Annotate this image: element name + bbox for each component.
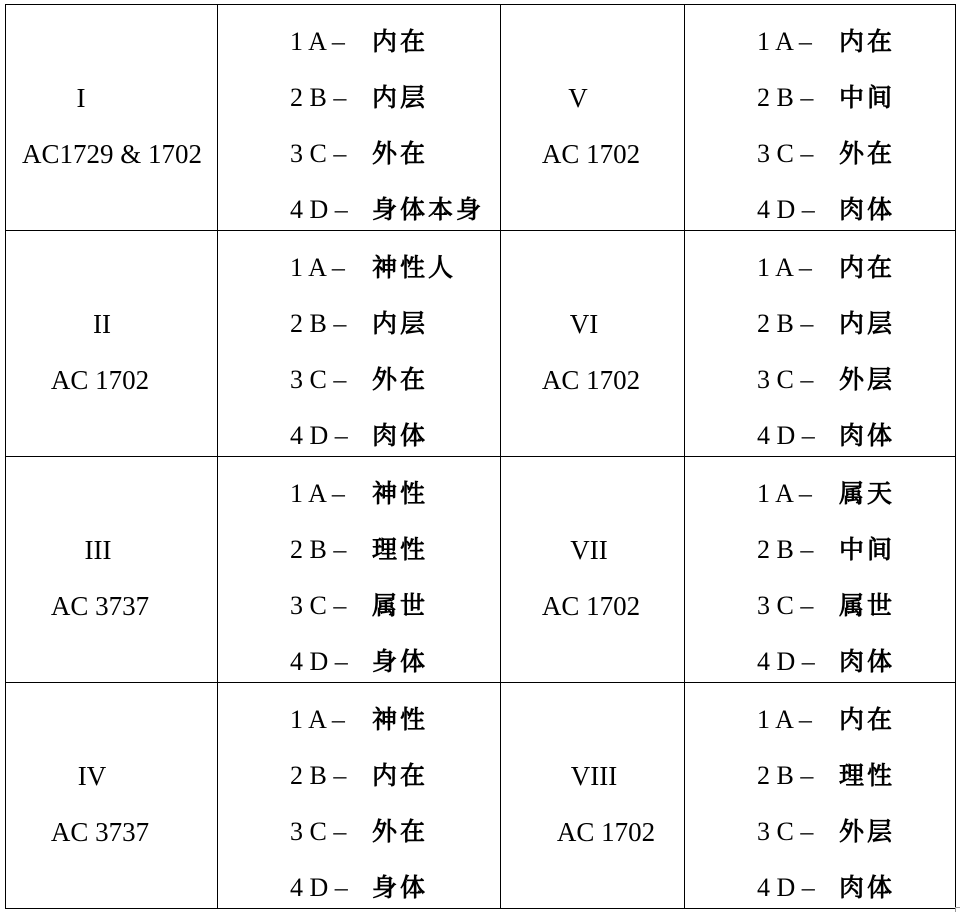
section-reference: AC 3737 bbox=[50, 591, 150, 621]
level-key: 3 C – bbox=[757, 591, 814, 620]
level-list-cell bbox=[685, 683, 956, 909]
level-key: 2 B – bbox=[290, 83, 347, 112]
list-item bbox=[757, 126, 895, 182]
list-item bbox=[290, 578, 428, 634]
list-item bbox=[757, 748, 895, 804]
level-key: 3 C – bbox=[290, 365, 347, 394]
level-term: 理性 bbox=[839, 761, 896, 790]
level-key: 2 B – bbox=[757, 535, 814, 564]
list-item bbox=[290, 296, 456, 352]
section-reference: AC 1702 bbox=[541, 591, 641, 621]
level-key: 3 C – bbox=[757, 139, 814, 168]
level-key: 1 A – bbox=[757, 479, 812, 508]
table-row bbox=[6, 5, 956, 231]
level-key: 1 A – bbox=[290, 27, 345, 56]
section-numeral: V bbox=[568, 83, 588, 113]
level-term: 内在 bbox=[372, 27, 429, 56]
level-term: 肉体 bbox=[839, 421, 896, 450]
level-term: 身体 bbox=[372, 647, 429, 676]
page-corner-mark bbox=[955, 907, 960, 912]
section-label-cell bbox=[501, 231, 685, 457]
section-label bbox=[6, 5, 217, 230]
table-row bbox=[6, 457, 956, 683]
level-list bbox=[290, 692, 428, 916]
list-item bbox=[757, 296, 895, 352]
level-list bbox=[757, 692, 895, 916]
list-item bbox=[290, 748, 428, 804]
level-list bbox=[290, 240, 456, 464]
level-key: 4 D – bbox=[290, 873, 348, 902]
level-term: 身体本身 bbox=[372, 195, 485, 224]
level-term: 内层 bbox=[839, 309, 896, 338]
table-body bbox=[6, 5, 956, 909]
section-numeral: I bbox=[76, 83, 86, 113]
list-item bbox=[757, 522, 895, 578]
level-key: 2 B – bbox=[290, 309, 347, 338]
section-label bbox=[501, 457, 684, 682]
list-item bbox=[757, 804, 895, 860]
section-reference: AC 1702 bbox=[541, 365, 641, 395]
level-term: 属世 bbox=[839, 591, 896, 620]
section-label bbox=[501, 231, 684, 456]
list-item bbox=[757, 240, 895, 296]
level-term: 理性 bbox=[372, 535, 429, 564]
section-reference: AC 1702 bbox=[556, 817, 656, 847]
level-list-cell bbox=[685, 457, 956, 683]
level-term: 外在 bbox=[372, 817, 429, 846]
level-key: 1 A – bbox=[757, 27, 812, 56]
level-list bbox=[290, 466, 428, 690]
level-key: 3 C – bbox=[757, 817, 814, 846]
level-key: 3 C – bbox=[757, 365, 814, 394]
level-list-cell bbox=[218, 5, 501, 231]
section-label-cell bbox=[501, 5, 685, 231]
list-item bbox=[757, 466, 895, 522]
section-label bbox=[6, 683, 217, 908]
level-term: 身体 bbox=[372, 873, 429, 902]
level-list-cell bbox=[685, 5, 956, 231]
list-item bbox=[757, 70, 895, 126]
level-key: 4 D – bbox=[290, 195, 348, 224]
section-numeral: VIII bbox=[570, 761, 618, 791]
section-label-cell bbox=[6, 5, 218, 231]
level-list bbox=[757, 14, 895, 238]
section-reference: AC1729 & 1702 bbox=[21, 139, 202, 169]
list-item bbox=[757, 352, 895, 408]
level-term: 神性 bbox=[372, 479, 429, 508]
level-term: 内层 bbox=[372, 309, 429, 338]
section-label bbox=[501, 683, 684, 908]
level-term: 神性 bbox=[372, 705, 429, 734]
section-label bbox=[501, 5, 684, 230]
level-key: 1 A – bbox=[757, 705, 812, 734]
section-numeral: VI bbox=[569, 309, 599, 339]
level-key: 1 A – bbox=[757, 253, 812, 282]
list-item bbox=[290, 126, 484, 182]
list-item bbox=[290, 240, 456, 296]
level-term: 内在 bbox=[839, 253, 896, 282]
level-list-cell bbox=[218, 457, 501, 683]
list-item bbox=[290, 522, 428, 578]
section-numeral: IV bbox=[77, 761, 107, 791]
level-list-cell bbox=[218, 683, 501, 909]
list-item bbox=[290, 466, 428, 522]
list-item bbox=[290, 692, 428, 748]
level-term: 属世 bbox=[372, 591, 429, 620]
list-item bbox=[757, 860, 895, 916]
section-label-cell bbox=[6, 457, 218, 683]
level-term: 外在 bbox=[839, 139, 896, 168]
level-key: 3 C – bbox=[290, 817, 347, 846]
level-key: 1 A – bbox=[290, 479, 345, 508]
level-key: 2 B – bbox=[290, 761, 347, 790]
list-item bbox=[757, 692, 895, 748]
level-key: 1 A – bbox=[290, 253, 345, 282]
table-row bbox=[6, 683, 956, 909]
level-term: 肉体 bbox=[839, 647, 896, 676]
level-term: 肉体 bbox=[839, 873, 896, 902]
level-key: 4 D – bbox=[757, 873, 815, 902]
correspondence-table bbox=[5, 4, 956, 909]
level-key: 4 D – bbox=[290, 647, 348, 676]
level-key: 2 B – bbox=[757, 83, 814, 112]
level-key: 2 B – bbox=[290, 535, 347, 564]
level-list bbox=[757, 466, 895, 690]
level-key: 3 C – bbox=[290, 591, 347, 620]
list-item bbox=[757, 578, 895, 634]
level-term: 神性人 bbox=[372, 253, 457, 282]
level-list-cell bbox=[218, 231, 501, 457]
section-label-cell bbox=[501, 457, 685, 683]
level-list bbox=[290, 14, 484, 238]
level-term: 外在 bbox=[372, 365, 429, 394]
level-term: 肉体 bbox=[372, 421, 429, 450]
level-term: 中间 bbox=[839, 535, 896, 564]
level-key: 4 D – bbox=[757, 421, 815, 450]
section-label-cell bbox=[6, 683, 218, 909]
section-numeral: III bbox=[84, 535, 112, 565]
section-label bbox=[6, 457, 217, 682]
level-term: 肉体 bbox=[839, 195, 896, 224]
list-item bbox=[757, 14, 895, 70]
section-reference: AC 3737 bbox=[50, 817, 150, 847]
level-term: 内在 bbox=[839, 705, 896, 734]
level-list bbox=[757, 240, 895, 464]
table-row bbox=[6, 231, 956, 457]
level-key: 2 B – bbox=[757, 309, 814, 338]
level-term: 中间 bbox=[839, 83, 896, 112]
section-reference: AC 1702 bbox=[50, 365, 150, 395]
level-key: 4 D – bbox=[757, 195, 815, 224]
section-label-cell bbox=[6, 231, 218, 457]
level-term: 内在 bbox=[372, 761, 429, 790]
section-reference: AC 1702 bbox=[541, 139, 641, 169]
section-numeral: VII bbox=[570, 535, 608, 565]
level-key: 4 D – bbox=[757, 647, 815, 676]
list-item bbox=[290, 860, 428, 916]
section-label-cell bbox=[501, 683, 685, 909]
level-term: 外层 bbox=[839, 365, 896, 394]
list-item bbox=[290, 352, 456, 408]
level-term: 外在 bbox=[372, 139, 429, 168]
list-item bbox=[290, 804, 428, 860]
list-item bbox=[290, 14, 484, 70]
level-term: 属天 bbox=[839, 479, 896, 508]
section-label bbox=[6, 231, 217, 456]
level-list-cell bbox=[685, 231, 956, 457]
level-key: 3 C – bbox=[290, 139, 347, 168]
level-term: 外层 bbox=[839, 817, 896, 846]
level-term: 内层 bbox=[372, 83, 429, 112]
level-key: 1 A – bbox=[290, 705, 345, 734]
list-item bbox=[290, 70, 484, 126]
level-key: 4 D – bbox=[290, 421, 348, 450]
level-term: 内在 bbox=[839, 27, 896, 56]
level-key: 2 B – bbox=[757, 761, 814, 790]
section-numeral: II bbox=[93, 309, 111, 339]
